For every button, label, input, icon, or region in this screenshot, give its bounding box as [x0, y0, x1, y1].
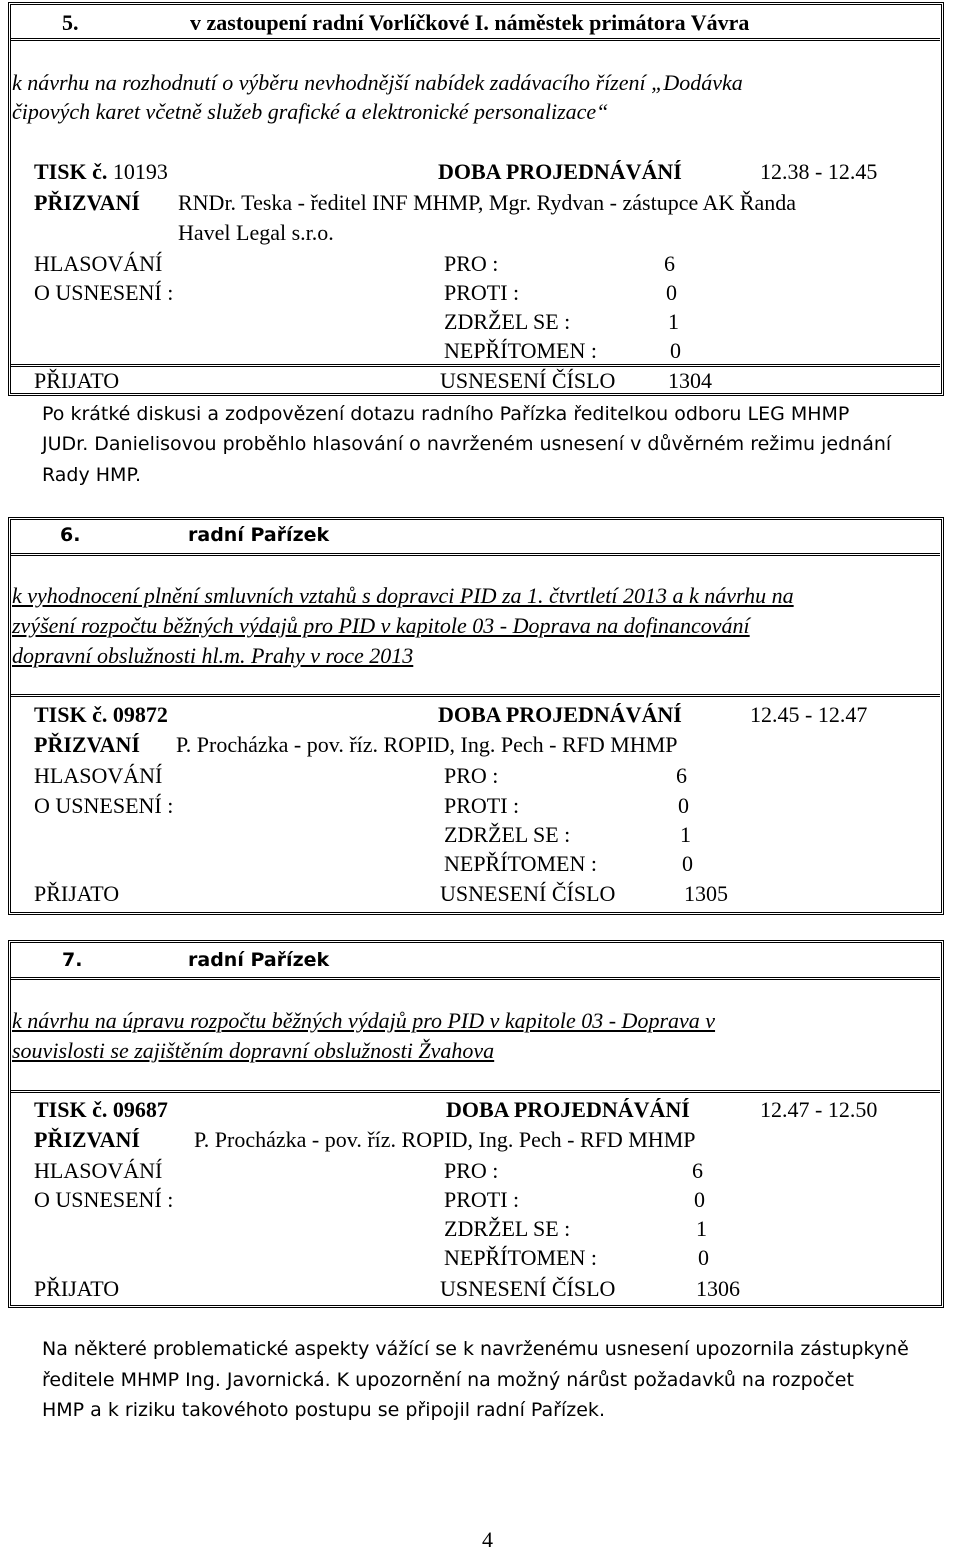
section-6-prizvani-line-1: P. Procházka - pov. říz. ROPID, Ing. Pech - RFD MHMP — [176, 732, 678, 757]
section-6-heading-divider — [10, 553, 940, 554]
section-6-hlasovani-label: HLASOVÁNÍ — [34, 763, 163, 788]
section-7-zdrzel-label: ZDRŽEL SE : — [444, 1216, 571, 1241]
section-7-heading-divider — [10, 977, 940, 978]
section-6-proti-label: PROTI : — [444, 793, 520, 818]
section-5-proti-value: 0 — [666, 280, 677, 305]
section-5-subject-line-2: čipových karet včetně služeb grafické a elektronické personalizace“ — [12, 99, 609, 124]
section-5-pro-label: PRO : — [444, 251, 499, 276]
section-7-pro-label: PRO : — [444, 1158, 499, 1183]
section-7-usneseni-label: USNESENÍ ČÍSLO — [440, 1276, 616, 1301]
section-5-note-line-3: Rady HMP. — [42, 464, 141, 486]
section-7-note-line-3: HMP a k riziku takovéhoto postupu se připojil radní Pařízek. — [42, 1399, 605, 1421]
section-7-note-line-2: ředitele MHMP Ing. Javornická. K upozornění na možný nárůst požadavků na rozpočet — [42, 1369, 854, 1391]
section-6-pro-value: 6 — [676, 763, 687, 788]
section-6-subject-line-2: zvýšení rozpočtu běžných výdajů pro PID v kapitole 03 - Doprava na dofinancování — [12, 613, 750, 638]
section-6-subject-line-3: dopravní obslužnosti hl.m. Prahy v roce 2013 — [12, 643, 414, 668]
section-5-nepritomen-value: 0 — [670, 338, 681, 363]
section-7-prijato: PŘIJATO — [34, 1276, 120, 1301]
section-6-tisk: TISK č. 09872 — [34, 702, 168, 727]
section-7-nepritomen-value: 0 — [698, 1245, 709, 1270]
section-5-nepritomen-label: NEPŘÍTOMEN : — [444, 338, 597, 363]
section-6-doba-label: DOBA PROJEDNÁVÁNÍ — [438, 702, 682, 727]
section-7-prizvani-label: PŘIZVANÍ — [34, 1127, 140, 1152]
section-7-heading: radní Pařízek — [188, 949, 330, 971]
section-6-zdrzel-label: ZDRŽEL SE : — [444, 822, 571, 847]
section-5-usneseni-number: 1304 — [668, 368, 712, 393]
section-6-proti-value: 0 — [678, 793, 689, 818]
section-5-hlasovani-label: HLASOVÁNÍ — [34, 251, 163, 276]
section-5-prizvani-label: PŘIZVANÍ — [34, 190, 140, 215]
section-5-subject-line-1: k návrhu na rozhodnutí o výběru nevhodnější nabídek zadávacího řízení „Dodávka — [12, 70, 743, 95]
section-6-usneseni-label: USNESENÍ ČÍSLO — [440, 881, 616, 906]
section-7-zdrzel-value: 1 — [696, 1216, 707, 1241]
section-5-zdrzel-value: 1 — [668, 309, 679, 334]
section-6-prijato: PŘIJATO — [34, 881, 120, 906]
section-7-pro-value: 6 — [692, 1158, 703, 1183]
section-7-o-usneseni-label: O USNESENÍ : — [34, 1187, 174, 1212]
section-6-number: 6. — [60, 524, 81, 546]
section-7-prizvani-line-1: P. Procházka - pov. říz. ROPID, Ing. Pech - RFD MHMP — [194, 1127, 696, 1152]
section-7-note-line-1: Na některé problematické aspekty vážící se k navrženému usnesení upozornila zástupkyně — [42, 1338, 909, 1360]
section-5-doba-time: 12.38 - 12.45 — [760, 159, 878, 184]
section-5-prizvani-line-2: Havel Legal s.r.o. — [178, 220, 334, 245]
section-5-tisk — [34, 159, 168, 185]
section-5-result-divider-top — [10, 364, 940, 365]
section-7-nepritomen-label: NEPŘÍTOMEN : — [444, 1245, 597, 1270]
tisk-number: 10193 — [112, 159, 168, 184]
section-5-heading-divider — [10, 38, 940, 39]
section-5-proti-label: PROTI : — [444, 280, 520, 305]
section-7-subject-line-2: souvislosti se zajištěním dopravní obslužnosti Žvahova — [12, 1038, 495, 1063]
section-5-usneseni-label: USNESENÍ ČÍSLO — [440, 368, 616, 393]
section-5-note-line-1: Po krátké diskusi a zodpovězení dotazu radního Pařízka ředitelkou odboru LEG MHMP — [42, 403, 850, 425]
section-5-doba-label: DOBA PROJEDNÁVÁNÍ — [438, 159, 682, 184]
section-7-usneseni-number: 1306 — [696, 1276, 740, 1301]
section-7-proti-value: 0 — [694, 1187, 705, 1212]
section-6-nepritomen-value: 0 — [682, 851, 693, 876]
section-5-prijato: PŘIJATO — [34, 368, 120, 393]
section-7-doba-time: 12.47 - 12.50 — [760, 1097, 878, 1122]
section-7-hlasovani-label: HLASOVÁNÍ — [34, 1158, 163, 1183]
section-7-subject-divider — [10, 1090, 940, 1091]
section-5-prizvani-line-1: RNDr. Teska - ředitel INF MHMP, Mgr. Rydvan - zástupce AK Řanda — [178, 190, 796, 215]
section-6-usneseni-number: 1305 — [684, 881, 728, 906]
page-number: 4 — [482, 1527, 493, 1552]
section-5-pro-value: 6 — [664, 251, 675, 276]
section-5-note-line-2: JUDr. Danielisovou proběhlo hlasování o navrženém usnesení v důvěrném režimu jednání — [42, 433, 892, 455]
section-5-number: 5. — [62, 10, 79, 35]
section-6-nepritomen-label: NEPŘÍTOMEN : — [444, 851, 597, 876]
section-6-doba-time: 12.45 - 12.47 — [750, 702, 868, 727]
tisk-label: TISK č. — [34, 159, 113, 184]
section-7-doba-label: DOBA PROJEDNÁVÁNÍ — [446, 1097, 690, 1122]
section-6-heading: radní Pařízek — [188, 524, 330, 546]
section-5-zdrzel-label: ZDRŽEL SE : — [444, 309, 571, 334]
section-7-tisk: TISK č. 09687 — [34, 1097, 168, 1122]
section-6-zdrzel-value: 1 — [680, 822, 691, 847]
section-5-o-usneseni-label: O USNESENÍ : — [34, 280, 174, 305]
section-6-o-usneseni-label: O USNESENÍ : — [34, 793, 174, 818]
section-7-subject-line-1: k návrhu na úpravu rozpočtu běžných výdajů pro PID v kapitole 03 - Doprava v — [12, 1008, 716, 1033]
section-6-prizvani-label: PŘIZVANÍ — [34, 732, 140, 757]
section-7-number: 7. — [62, 949, 83, 971]
section-6-subject-line-1: k vyhodnocení plnění smluvních vztahů s dopravci PID za 1. čtvrtletí 2013 a k návrhu na — [12, 583, 794, 608]
section-6-pro-label: PRO : — [444, 763, 499, 788]
section-7-proti-label: PROTI : — [444, 1187, 520, 1212]
section-6-subject-divider — [10, 694, 940, 695]
section-5-heading: v zastoupení radní Vorlíčkové I. náměstek primátora Vávra — [190, 10, 750, 35]
